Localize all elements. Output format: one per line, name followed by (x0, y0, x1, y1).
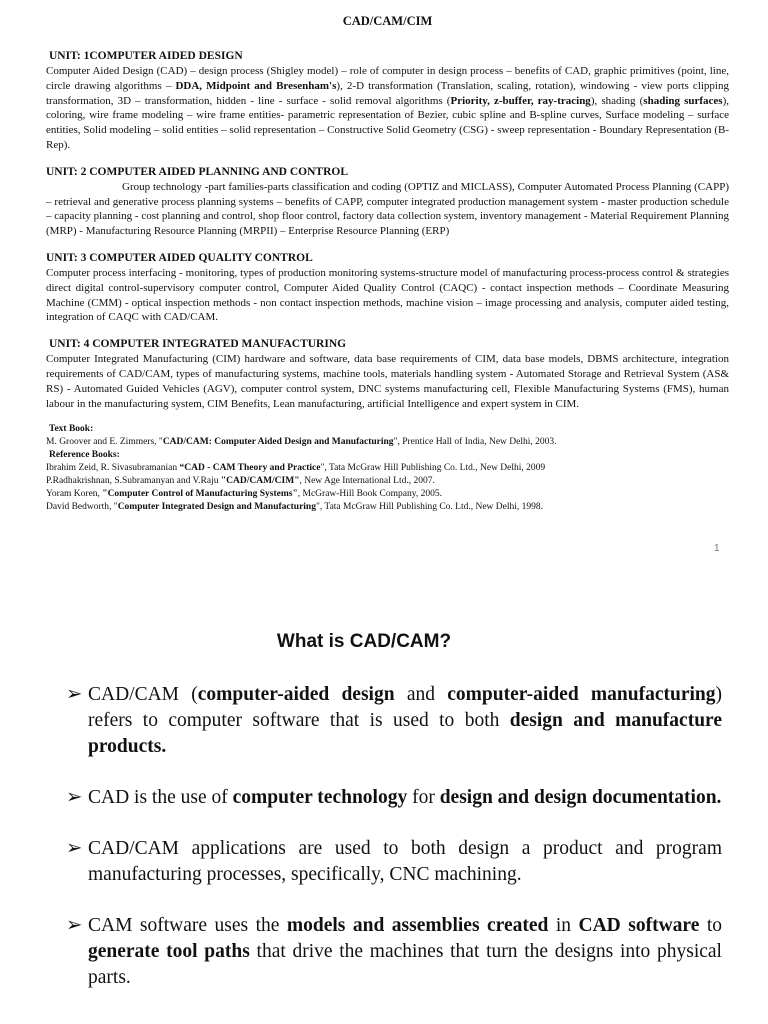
bold-text: CAD/CAM: Computer Aided Design and Manufacturing (162, 437, 394, 448)
unit-description (46, 352, 729, 411)
text-run: CAD/CAM applications are used to both design a product and program manufacturing processes, specifically, CNC machining. (88, 838, 722, 885)
arrow-bullet-icon: ➢ (66, 684, 83, 705)
arrow-bullet-icon: ➢ (66, 787, 83, 808)
unit-section (46, 165, 729, 239)
unit-description (46, 180, 729, 239)
text-run: Computer Aided Design (CAD) – design process (Shigley model) – role of computer in design process – benefits of CAD, graphic primitives (point, line, circle drawing algorithms – (46, 65, 729, 92)
unit-heading: UNIT: 1COMPUTER AIDED DESIGN (49, 50, 243, 62)
text-run: for (407, 787, 440, 808)
bold-text: computer-aided design (197, 684, 395, 705)
bold-text: "CAD/CAM/CIM" (220, 476, 300, 487)
unit-section (46, 49, 729, 153)
text-run: in (548, 915, 579, 936)
text-run: , New Age International Ltd., 2007. (299, 476, 435, 487)
bullet-text (88, 915, 722, 988)
bold-text: shading surfaces (643, 94, 723, 107)
text-run: CAD is the use of (88, 787, 233, 808)
bullet-text (88, 838, 722, 885)
bold-text: design and manufacture products. (88, 710, 723, 757)
page-number: 1 (714, 543, 720, 554)
text-run: P.Radhakrishnan, S.Subramanyan and V.Raju (46, 476, 221, 487)
bold-text: models and assemblies created (286, 915, 549, 936)
bold-text: DDA, Midpoint and Bresenham's (175, 79, 337, 92)
bold-text: computer-aided manufacturing (447, 684, 716, 705)
document-title: CAD/CAM/CIM (342, 14, 433, 28)
arrow-bullet-icon: ➢ (66, 915, 83, 936)
text-run: CAD/CAM ( (88, 684, 198, 705)
reference-book-entry (46, 462, 729, 475)
text-run: , McGraw-Hill Book Company, 2005. (297, 489, 442, 500)
bold-text: “CAD - CAM Theory and Practice (179, 463, 321, 474)
bold-text: design and design documentation. (439, 787, 722, 808)
bullet-item (66, 785, 722, 811)
reference-book-entry (46, 475, 729, 488)
bullet-text (88, 787, 721, 808)
reference-book-entry (46, 501, 729, 514)
text-run: M. Groover and E. Zimmers, " (46, 437, 163, 448)
unit-heading: UNIT: 2 COMPUTER AIDED PLANNING AND CONTROL (46, 165, 348, 178)
text-run: ", Prentice Hall of India, New Delhi, 2003. (393, 437, 557, 448)
bullet-item (66, 682, 722, 760)
bullet-list (66, 682, 722, 1016)
text-book-label: Text Book: (49, 424, 94, 435)
text-run: that drive the machines that turn the designs into physical parts. (88, 941, 722, 988)
text-run: Yoram Koren, (46, 489, 103, 500)
text-run: Group technology -part families-parts classification and coding (OPTIZ and MICLASS), Computer Automated Process Planning (CAPP) – retrieval and generative process planning systems – benefits of CAPP, computer integrated production management system - master production schedule – capacity planning - cost planning and control, shop floor control, factory data collection system, inventory management - Material Requirement Planning (MRP) - Manufacturing Resource Planning (MRPII) – Enterprise Resource Planning (ERP) (46, 180, 729, 238)
bullet-item (66, 913, 722, 991)
bold-text: Computer Integrated Design and Manufacturing (117, 502, 316, 513)
reference-book-entry (46, 488, 729, 501)
text-run: ), coloring, wire frame modeling – wire frame entities- parametric representation of Bezier, cubic spline and B-spline curves, Surface modeling – surface entities, Solid modeling – solid entities – solid representation – Constructive Solid Geometry (CSG) - sweep representation - Boundary Representation (B-Rep). (46, 94, 729, 151)
reference-books-label: Reference Books: (49, 450, 120, 461)
text-run: and (394, 684, 448, 705)
text-run: ) refers to computer software that is used to both (88, 684, 723, 731)
unit-heading: UNIT: 4 COMPUTER INTEGRATED MANUFACTURING (49, 338, 347, 351)
bullet-item (66, 836, 722, 888)
unit-heading: UNIT: 3 COMPUTER AIDED QUALITY CONTROL (46, 251, 313, 264)
unit-description (46, 266, 729, 325)
text-run: ", Tata McGraw Hill Publishing Co. Ltd., New Delhi, 2009 (320, 463, 546, 474)
text-run: ", Tata McGraw Hill Publishing Co. Ltd., New Delhi, 1998. (315, 502, 544, 513)
text-book-entry (46, 436, 729, 449)
unit-section (46, 337, 729, 411)
text-run: Computer process interfacing - monitoring, types of production monitoring systems-structure model of manufacturing process-process control & strategies direct digital control-supervisory computer control, Computer Aided Quality Control (CAQC) - contact inspection methods – Coordinate Measuring Machine (CMM) - optical inspection methods - non contact inspection methods, machine vision – image processing and analysis, computer aided testing, integration of CAQC with CAD/CAM. (46, 266, 729, 324)
text-run: ), 2-D transformation (Translation, scaling, rotation), windowing - view ports clipping transformation, 3D – transformation, hidden - line - surface - solid removal algorithms ( (46, 79, 729, 107)
text-run: CAM software uses the (88, 915, 287, 936)
text-run: to (699, 915, 723, 936)
bullet-text (88, 684, 722, 757)
text-run: ), shading ( (590, 94, 644, 107)
bold-text: "Computer Control of Manufacturing Systems" (102, 489, 298, 500)
bold-text: generate tool paths (88, 941, 250, 962)
arrow-bullet-icon: ➢ (66, 838, 83, 859)
book-list (46, 423, 729, 514)
bold-text: Priority, z-buffer, ray-tracing (450, 94, 591, 107)
text-run: Ibrahim Zeid, R. Sivasubramanian (46, 463, 180, 474)
unit-description (46, 64, 729, 153)
bold-text: computer technology (232, 787, 408, 808)
unit-section (46, 251, 729, 325)
syllabus-page (46, 14, 729, 514)
text-run: David Bedworth, " (46, 502, 118, 513)
slide-title: What is CAD/CAM? (276, 631, 452, 652)
bold-text: CAD software (578, 915, 700, 936)
text-run: Computer Integrated Manufacturing (CIM) hardware and software, data base requirements of CIM, data base models, DBMS architecture, integration requirements of CAD/CAM, types of manufacturing systems, machine tools, materials handling system - Automated Storage and Retrieval System (AS& RS) - Automated Guided Vehicles (AGV), computer control system, DNC systems manufacturing cell, Flexible Manufacturing Systems (FMS), human labour in the manufacturing system, CIM Benefits, Lean manufacturing, artificial Intelligence and expert system in CIM. (46, 353, 729, 410)
